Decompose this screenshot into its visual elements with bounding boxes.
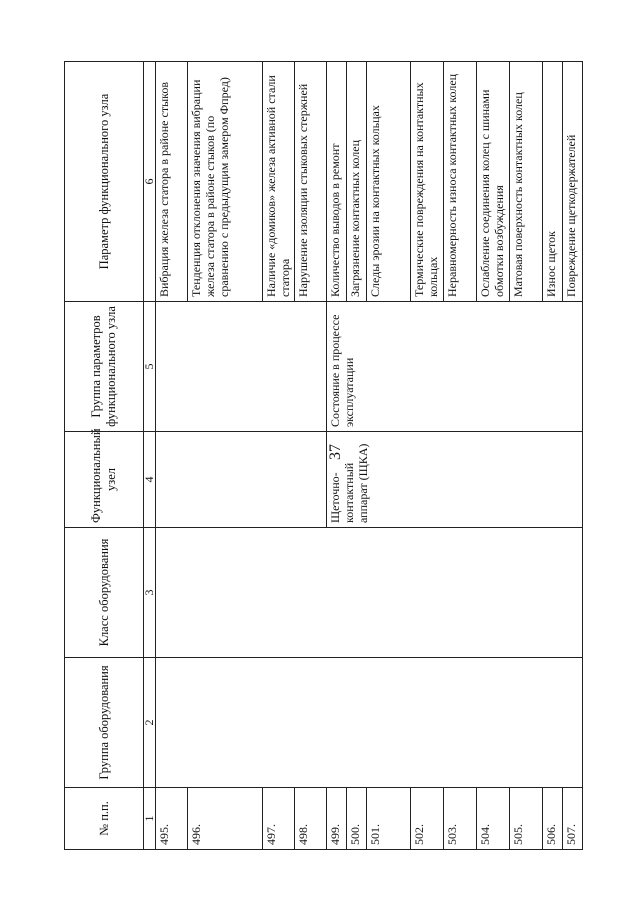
row-number: 495. xyxy=(156,788,188,850)
row-number: 505. xyxy=(510,788,543,850)
row-number: 507. xyxy=(563,788,583,850)
functional-unit-cell xyxy=(156,432,188,528)
column-number-row xyxy=(144,62,156,850)
table-row xyxy=(156,62,188,850)
parameter-cell: Тенденция отклонения значения вибрации железа статора в районе стыков (по сравнению с предыдущим замером Фпред) xyxy=(188,62,263,302)
header-equipment-group: Группа оборудования xyxy=(65,658,144,788)
row-number: 498. xyxy=(295,788,327,850)
table-row xyxy=(295,62,327,850)
row-number: 502. xyxy=(411,788,444,850)
equipment-group-cell xyxy=(156,658,188,788)
parameter-cell: Нарушение изоляции стыковых стержней xyxy=(295,62,327,302)
row-number: 499. xyxy=(327,788,347,850)
row-number: 503. xyxy=(444,788,477,850)
column-number: 1 xyxy=(144,788,156,850)
page-number: 37 xyxy=(327,444,344,460)
parameter-cell: Матовая поверхность контактных колец xyxy=(510,62,543,302)
parameter-cell: Износ щеток xyxy=(543,62,563,302)
parameter-cell: Следы эрозии на контактных кольцах xyxy=(367,62,411,302)
parameter-group-cell: Состояние в процессе эксплуатации xyxy=(327,302,583,432)
header-parameter-group: Группа параметров функционального узла xyxy=(65,302,144,432)
header-row xyxy=(65,62,144,850)
table-row xyxy=(263,62,295,850)
row-number: 501. xyxy=(367,788,411,850)
parameter-cell: Неравномерность износа контактных колец xyxy=(444,62,477,302)
parameter-cell: Наличие «домиков» железа активной стали статора xyxy=(263,62,295,302)
parameter-cell: Количество выводов в ремонт xyxy=(327,62,347,302)
table-row xyxy=(327,62,347,850)
rotated-table-container xyxy=(64,62,578,850)
parameter-cell: Вибрация железа статора в районе стыков xyxy=(156,62,188,302)
parameter-cell: Повреждение щеткодержателей xyxy=(563,62,583,302)
parameter-group-cell xyxy=(156,302,188,432)
header-parameter: Параметр функционального узла xyxy=(65,62,144,302)
header-functional-unit: Функциональный узел xyxy=(65,432,144,528)
parameter-cell: Загрязнение контактных колец xyxy=(347,62,367,302)
column-number: 5 xyxy=(144,302,156,432)
row-number: 500. xyxy=(347,788,367,850)
equipment-class-cell xyxy=(156,528,188,658)
table-row xyxy=(188,62,263,850)
column-number: 2 xyxy=(144,658,156,788)
parameter-cell: Термические повреждения на контактных кольцах xyxy=(411,62,444,302)
row-number: 497. xyxy=(263,788,295,850)
equipment-parameters-table xyxy=(64,61,583,850)
row-number: 504. xyxy=(477,788,510,850)
row-number: 496. xyxy=(188,788,263,850)
header-num: № п.п. xyxy=(65,788,144,850)
column-number: 4 xyxy=(144,432,156,528)
column-number: 3 xyxy=(144,528,156,658)
functional-unit-cell: Щеточно-контактный аппарат (ЩКА) xyxy=(327,432,583,528)
row-number: 506. xyxy=(543,788,563,850)
parameter-cell: Ослабление соединения колец с шинами обмотки возбуждения xyxy=(477,62,510,302)
header-equipment-class: Класс оборудования xyxy=(65,528,144,658)
column-number: 6 xyxy=(144,62,156,302)
